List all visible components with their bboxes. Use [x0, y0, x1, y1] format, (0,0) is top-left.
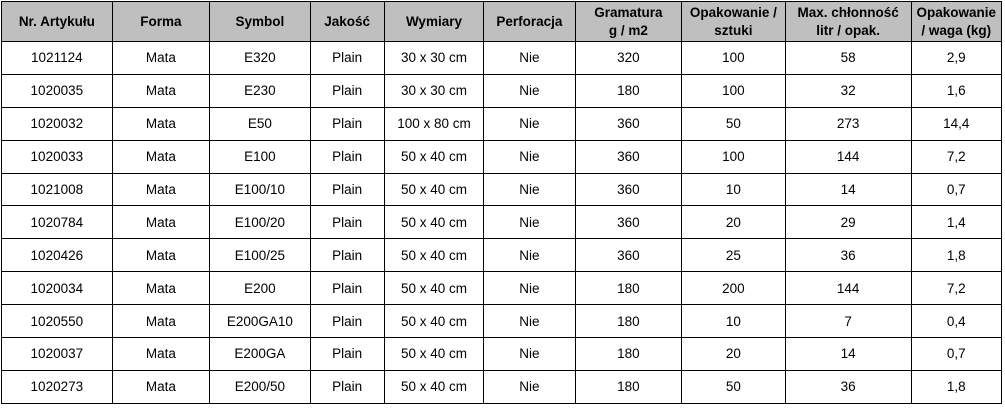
cell-grammage: 180 — [575, 74, 682, 107]
cell-article-number: 1020273 — [2, 370, 113, 403]
table-row — [2, 305, 1002, 338]
cell-pack-weight: 1,8 — [911, 239, 1001, 272]
cell-pack-quantity: 200 — [682, 272, 786, 305]
cell-form: Mata — [112, 370, 209, 403]
cell-pack-quantity: 10 — [682, 173, 786, 206]
table-row — [2, 370, 1002, 403]
table-row — [2, 107, 1002, 140]
table-row — [2, 74, 1002, 107]
cell-max-absorbency: 32 — [785, 74, 911, 107]
cell-form: Mata — [112, 74, 209, 107]
cell-perforation: Nie — [484, 173, 575, 206]
cell-article-number: 1020035 — [2, 74, 113, 107]
cell-max-absorbency: 14 — [785, 338, 911, 371]
cell-perforation: Nie — [484, 206, 575, 239]
cell-article-number: 1020550 — [2, 305, 113, 338]
cell-max-absorbency: 29 — [785, 206, 911, 239]
cell-symbol: E200/50 — [210, 370, 311, 403]
table-row — [2, 272, 1002, 305]
cell-pack-weight: 0,4 — [911, 305, 1001, 338]
cell-form: Mata — [112, 338, 209, 371]
cell-symbol: E320 — [210, 42, 311, 75]
cell-article-number: 1020033 — [2, 140, 113, 173]
cell-pack-weight: 0,7 — [911, 338, 1001, 371]
cell-max-absorbency: 144 — [785, 140, 911, 173]
cell-quality: Plain — [310, 272, 384, 305]
cell-grammage: 320 — [575, 42, 682, 75]
cell-symbol: E200GA10 — [210, 305, 311, 338]
cell-perforation: Nie — [484, 305, 575, 338]
cell-pack-weight: 0,7 — [911, 173, 1001, 206]
cell-grammage: 360 — [575, 107, 682, 140]
cell-dimensions: 50 x 40 cm — [384, 140, 483, 173]
table-row — [2, 42, 1002, 75]
cell-article-number: 1020032 — [2, 107, 113, 140]
cell-pack-weight: 7,2 — [911, 140, 1001, 173]
cell-form: Mata — [112, 173, 209, 206]
cell-pack-quantity: 25 — [682, 239, 786, 272]
cell-perforation: Nie — [484, 74, 575, 107]
cell-quality: Plain — [310, 370, 384, 403]
table-row — [2, 173, 1002, 206]
header-pack-weight: Opakowanie / waga (kg) — [911, 2, 1001, 42]
cell-perforation: Nie — [484, 140, 575, 173]
cell-article-number: 1020037 — [2, 338, 113, 371]
table-row — [2, 206, 1002, 239]
cell-dimensions: 50 x 40 cm — [384, 305, 483, 338]
cell-quality: Plain — [310, 140, 384, 173]
cell-dimensions: 50 x 40 cm — [384, 370, 483, 403]
cell-quality: Plain — [310, 74, 384, 107]
cell-form: Mata — [112, 305, 209, 338]
cell-quality: Plain — [310, 107, 384, 140]
cell-pack-quantity: 100 — [682, 42, 786, 75]
cell-dimensions: 30 x 30 cm — [384, 74, 483, 107]
cell-quality: Plain — [310, 173, 384, 206]
cell-form: Mata — [112, 272, 209, 305]
header-row — [2, 2, 1002, 42]
cell-symbol: E230 — [210, 74, 311, 107]
cell-dimensions: 100 x 80 cm — [384, 107, 483, 140]
table-body — [2, 42, 1002, 404]
cell-pack-weight: 1,6 — [911, 74, 1001, 107]
cell-grammage: 360 — [575, 206, 682, 239]
cell-symbol: E100/20 — [210, 206, 311, 239]
cell-article-number: 1020426 — [2, 239, 113, 272]
cell-perforation: Nie — [484, 42, 575, 75]
cell-symbol: E100 — [210, 140, 311, 173]
cell-grammage: 180 — [575, 338, 682, 371]
table-row — [2, 140, 1002, 173]
cell-symbol: E200 — [210, 272, 311, 305]
header-dimensions: Wymiary — [384, 2, 483, 42]
cell-max-absorbency: 273 — [785, 107, 911, 140]
cell-perforation: Nie — [484, 239, 575, 272]
cell-pack-weight: 1,4 — [911, 206, 1001, 239]
cell-pack-weight: 14,4 — [911, 107, 1001, 140]
cell-max-absorbency: 7 — [785, 305, 911, 338]
cell-max-absorbency: 14 — [785, 173, 911, 206]
cell-symbol: E100/25 — [210, 239, 311, 272]
cell-pack-quantity: 50 — [682, 370, 786, 403]
cell-pack-weight: 7,2 — [911, 272, 1001, 305]
cell-grammage: 180 — [575, 370, 682, 403]
cell-max-absorbency: 144 — [785, 272, 911, 305]
cell-quality: Plain — [310, 239, 384, 272]
table-row — [2, 239, 1002, 272]
cell-pack-weight: 1,8 — [911, 370, 1001, 403]
cell-form: Mata — [112, 239, 209, 272]
cell-max-absorbency: 36 — [785, 239, 911, 272]
cell-form: Mata — [112, 206, 209, 239]
cell-perforation: Nie — [484, 107, 575, 140]
cell-pack-quantity: 10 — [682, 305, 786, 338]
cell-quality: Plain — [310, 338, 384, 371]
cell-grammage: 180 — [575, 305, 682, 338]
cell-dimensions: 50 x 40 cm — [384, 338, 483, 371]
cell-pack-quantity: 100 — [682, 74, 786, 107]
cell-grammage: 360 — [575, 140, 682, 173]
cell-max-absorbency: 58 — [785, 42, 911, 75]
header-pack-quantity: Opakowanie / sztuki — [682, 2, 786, 42]
cell-perforation: Nie — [484, 338, 575, 371]
cell-article-number: 1021124 — [2, 42, 113, 75]
table-header — [2, 2, 1002, 42]
cell-article-number: 1020034 — [2, 272, 113, 305]
cell-perforation: Nie — [484, 370, 575, 403]
cell-pack-quantity: 20 — [682, 206, 786, 239]
header-article-number: Nr. Artykułu — [2, 2, 113, 42]
cell-dimensions: 30 x 30 cm — [384, 42, 483, 75]
cell-quality: Plain — [310, 42, 384, 75]
cell-article-number: 1020784 — [2, 206, 113, 239]
cell-symbol: E200GA — [210, 338, 311, 371]
cell-perforation: Nie — [484, 272, 575, 305]
header-max-absorbency: Max. chłonność litr / opak. — [785, 2, 911, 42]
cell-pack-quantity: 50 — [682, 107, 786, 140]
cell-form: Mata — [112, 42, 209, 75]
header-grammage: Gramatura g / m2 — [575, 2, 682, 42]
header-symbol: Symbol — [210, 2, 311, 42]
cell-grammage: 360 — [575, 239, 682, 272]
cell-quality: Plain — [310, 206, 384, 239]
cell-dimensions: 50 x 40 cm — [384, 272, 483, 305]
header-quality: Jakość — [310, 2, 384, 42]
cell-symbol: E50 — [210, 107, 311, 140]
cell-article-number: 1021008 — [2, 173, 113, 206]
cell-form: Mata — [112, 140, 209, 173]
cell-quality: Plain — [310, 305, 384, 338]
cell-dimensions: 50 x 40 cm — [384, 239, 483, 272]
cell-dimensions: 50 x 40 cm — [384, 173, 483, 206]
cell-form: Mata — [112, 107, 209, 140]
header-form: Forma — [112, 2, 209, 42]
cell-pack-weight: 2,9 — [911, 42, 1001, 75]
product-table — [1, 1, 1002, 404]
header-perforation: Perforacja — [484, 2, 575, 42]
cell-max-absorbency: 36 — [785, 370, 911, 403]
cell-grammage: 360 — [575, 173, 682, 206]
cell-dimensions: 50 x 40 cm — [384, 206, 483, 239]
cell-symbol: E100/10 — [210, 173, 311, 206]
cell-pack-quantity: 20 — [682, 338, 786, 371]
cell-grammage: 180 — [575, 272, 682, 305]
table-row — [2, 338, 1002, 371]
cell-pack-quantity: 100 — [682, 140, 786, 173]
